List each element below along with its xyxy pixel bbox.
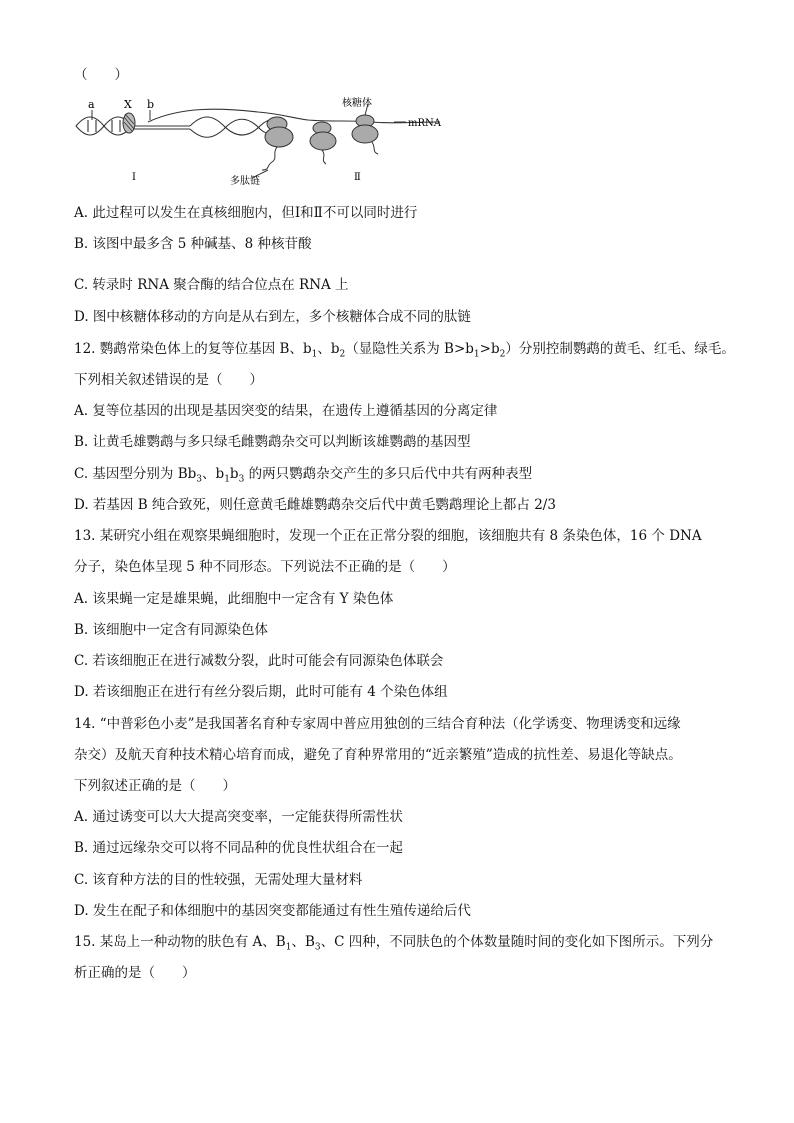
q13-option-c: C. 若该细胞正在进行减数分裂，此时可能会有同源染色体联会 bbox=[74, 653, 444, 669]
q14-stem-line2: 杂交）及航天育种技术精心培育而成，避免了育种界常用的“近亲繁殖”造成的抗性差、易退化等缺点。 bbox=[74, 747, 682, 763]
q15-stem-line2: 析正确的是（ ） bbox=[74, 965, 196, 981]
q11-answer-paren: （ ） bbox=[74, 67, 128, 83]
q13-stem-line2: 分子，染色体呈现 5 种不同形态。下列说法不正确的是（ ） bbox=[74, 559, 456, 575]
transcription-translation-diagram bbox=[72, 96, 472, 188]
q12-option-c: C. 基因型分别为 $Bb_3$、$b_1b_3$ 的两只鹦鹉杂交产生的多只后代中共有两种表型 bbox=[74, 466, 533, 485]
q14-option-a: A. 通过诱变可以大大提高突变率，一定能获得所需性状 bbox=[74, 809, 403, 825]
label-ribosome: 核糖体 bbox=[342, 98, 372, 109]
q14-option-c: C. 该育种方法的目的性较强，无需处理大量材料 bbox=[74, 872, 363, 888]
q14-option-d: D. 发生在配子和体细胞中的基因突变都能通过有性生殖传递给后代 bbox=[74, 903, 471, 919]
q11-option-b: B. 该图中最多含 5 种碱基、8 种核苷酸 bbox=[74, 236, 312, 252]
q11-option-d: D. 图中核糖体移动的方向是从右到左，多个核糖体合成不同的肽链 bbox=[74, 309, 471, 325]
q11-option-a: A. 此过程可以发生在真核细胞内，但Ⅰ和Ⅱ不可以同时进行 bbox=[74, 205, 418, 221]
q13-option-a: A. 该果蝇一定是雄果蝇，此细胞中一定含有 Y 染色体 bbox=[74, 591, 394, 607]
q12-option-a: A. 复等位基因的出现是基因突变的结果，在遗传上遵循基因的分离定律 bbox=[74, 403, 498, 419]
q13-option-b: B. 该细胞中一定含有同源染色体 bbox=[74, 622, 269, 638]
q12-stem-line1: 12. 鹦鹉常染色体上的复等位基因 B、$b_1$、$b_2$（显隐性关系为 $B>b_1>b_2$）分别控制鹦鹉的黄毛、红毛、绿毛。 bbox=[74, 341, 735, 360]
q15-stem-line1: 15. 某岛上一种动物的肤色有 A、$B_1$、$B_3$、C 四种，不同肤色的个体数量随时间的变化如下图所示。下列分 bbox=[74, 934, 714, 953]
label-region-1: Ⅰ bbox=[132, 172, 136, 183]
q13-stem-line1: 13. 某研究小组在观察果蝇细胞时，发现一个正在正常分裂的细胞，该细胞共有 8 条染色体，16 个 DNA bbox=[74, 528, 702, 544]
label-x: X bbox=[124, 98, 132, 111]
label-region-2: Ⅱ bbox=[354, 172, 361, 183]
q12-stem-line2: 下列相关叙述错误的是（ ） bbox=[74, 372, 263, 388]
label-b: b bbox=[147, 98, 155, 111]
q12-option-b: B. 让黄毛雄鹦鹉与多只绿毛雌鹦鹉杂交可以判断该雄鹦鹉的基因型 bbox=[74, 434, 471, 450]
q12-option-d: D. 若基因 B 纯合致死，则任意黄毛雌雄鹦鹉杂交后代中黄毛鹦鹉理论上都占 2/3 bbox=[74, 497, 556, 513]
q14-stem-line3: 下列叙述正确的是（ ） bbox=[74, 778, 236, 794]
label-polypeptide: 多肽链 bbox=[230, 176, 260, 187]
q13-option-d: D. 若该细胞正在进行有丝分裂后期，此时可能有 4 个染色体组 bbox=[74, 684, 448, 700]
q14-stem-line1: 14. “中普彩色小麦”是我国著名育种专家周中普应用独创的三结合育种法（化学诱变、物理诱变和远缘 bbox=[74, 716, 681, 732]
q14-option-b: B. 通过远缘杂交可以将不同品种的优良性状组合在一起 bbox=[74, 840, 404, 856]
label-a: a bbox=[88, 98, 95, 111]
q11-option-c: C. 转录时 RNA 聚合酶的结合位点在 RNA 上 bbox=[74, 277, 349, 293]
label-mrna: mRNA bbox=[408, 118, 441, 129]
